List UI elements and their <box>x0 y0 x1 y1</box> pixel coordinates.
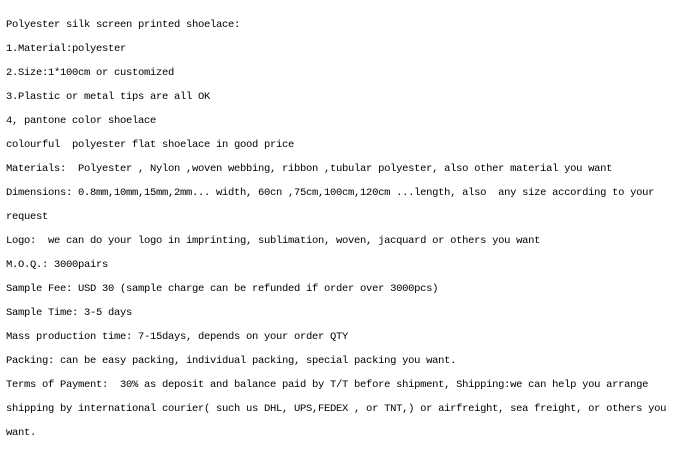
tips-line: 3.Plastic or metal tips are all OK <box>6 91 211 103</box>
material-line: 1.Material:polyester <box>6 43 127 55</box>
product-description <box>6 13 678 445</box>
dimensions-line: Dimensions: 0.8mm,10mm,15mm,2mm... width, 60cn ,75cm,100cm,120cm ...length, also any size according to your <box>6 187 655 199</box>
logo-line: Logo: we can do your logo in imprinting, sublimation, woven, jacquard or others you want <box>6 235 541 247</box>
sample-time-line: Sample Time: 3-5 days <box>6 307 133 319</box>
moq-line: M.O.Q.: 3000pairs <box>6 259 109 271</box>
shipping-line-cont: want. <box>6 427 37 439</box>
payment-line: Terms of Payment: 30% as deposit and balance paid by T/T before shipment, Shipping:we can help you arrange <box>6 379 649 391</box>
document-title: Polyester silk screen printed shoelace: <box>6 19 241 31</box>
dimensions-line-cont: request <box>6 211 49 223</box>
shipping-line: shipping by international courier( such us DHL, UPS,FEDEX , or TNT,) or airfreight, sea freight, or others you <box>6 403 667 415</box>
pantone-line: 4, pantone color shoelace <box>6 115 157 127</box>
materials-line: Materials: Polyester , Nylon ,woven webbing, ribbon ,tubular polyester, also other material you want <box>6 163 613 175</box>
packing-line: Packing: can be easy packing, individual packing, special packing you want. <box>6 355 457 367</box>
colourful-line: colourful polyester flat shoelace in good price <box>6 139 295 151</box>
mass-production-line: Mass production time: 7-15days, depends on your order QTY <box>6 331 349 343</box>
sample-fee-line: Sample Fee: USD 30 (sample charge can be refunded if order over 3000pcs) <box>6 283 439 295</box>
size-line: 2.Size:1*100cm or customized <box>6 67 175 79</box>
